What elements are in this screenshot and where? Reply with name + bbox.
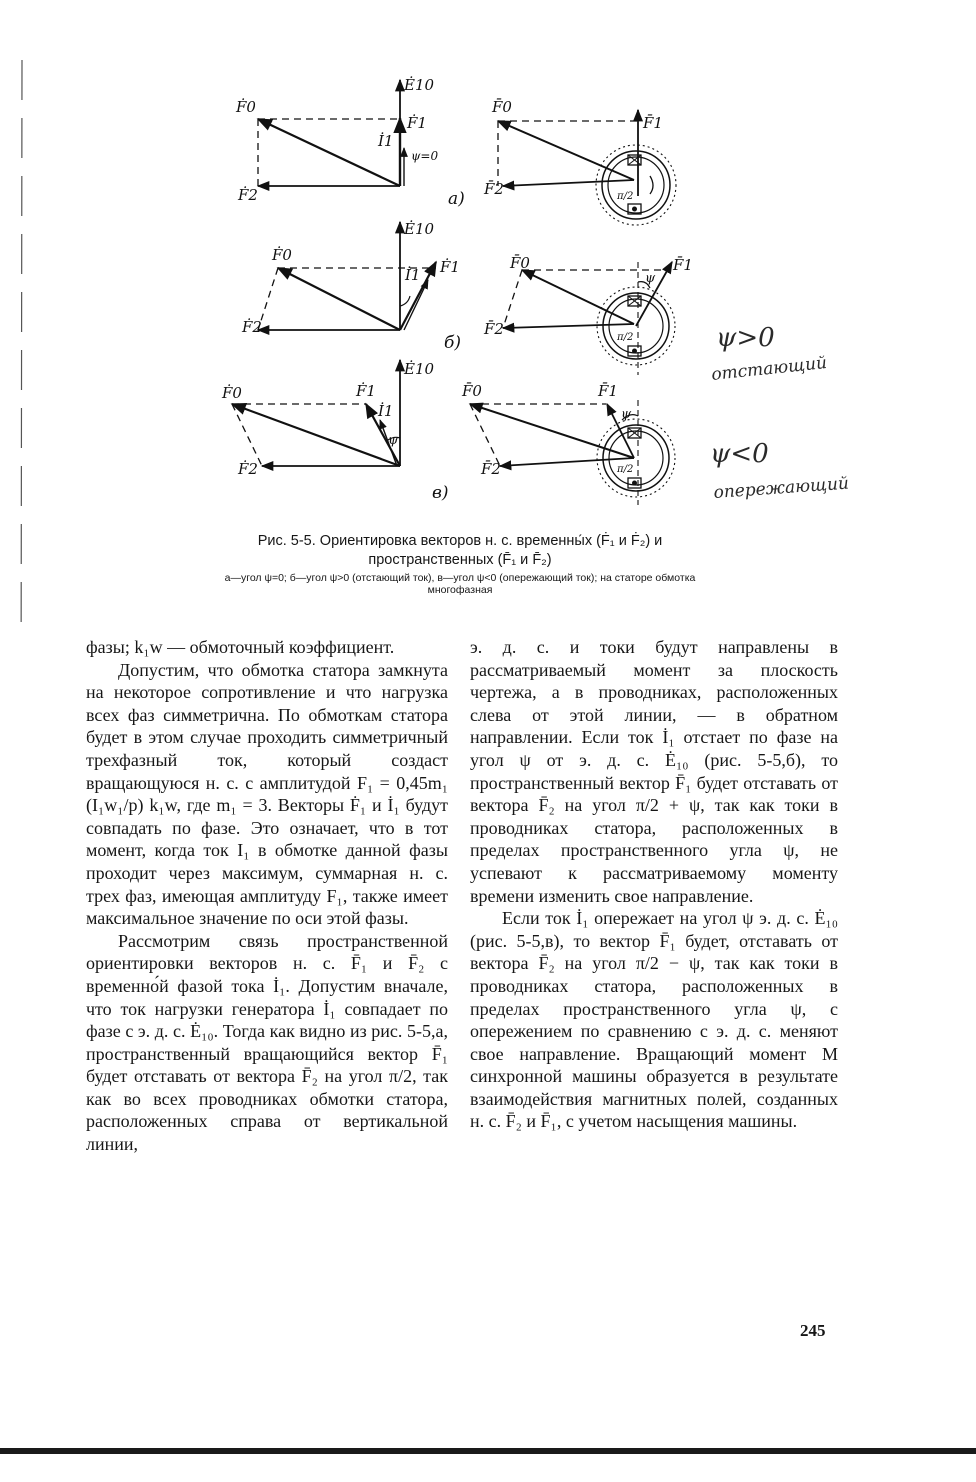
label-f1bar-b: F̄1	[673, 256, 693, 274]
paragraph: Рассмотрим связь пространственной ориентировки векторов н. с. F̄₁ и F̄₂ с временно́й фазой тока İ₁. Допустим вначале, что ток нагрузки генератора İ₁ совпадает по фазе с э. д. с. Ė₁₀. Тогда как видно из рис. 5-5,а, пространственный вращающийся вектор F̄₁ будет отставать от вектора F̄₂ на угол π/2, так как во всех проводниках обмотки статора, расположенных справа от вертикальной линии,	[86, 930, 448, 1155]
label-f1-b: Ḟ1	[440, 258, 460, 276]
label-pi2-c: π/2	[617, 464, 634, 475]
label-f1bar-a: F̄1	[643, 114, 663, 132]
label-f0bar-b: F̄0	[510, 254, 530, 272]
part-label-c: в)	[432, 483, 449, 503]
label-f0-c: Ḟ0	[222, 384, 242, 402]
handwritten-psi-positive: ψ>0	[716, 323, 775, 353]
label-f2-c: Ḟ2	[238, 460, 258, 478]
figure-caption	[210, 532, 710, 596]
handwritten-lagging: отстающий	[710, 352, 828, 385]
label-psi0-a: ψ=0	[411, 149, 439, 163]
label-pi2-a: π/2	[617, 191, 634, 202]
label-f2bar-c: F̄2	[481, 460, 501, 478]
label-i1-a: İ1	[378, 132, 394, 150]
paragraph: э. д. с. и токи будут направлены в рассматриваемый момент за плоскость чертежа, а в проводниках, расположенных слева от этой линии, — в обратном направлении. Если ток İ₁ отстает по фазе на угол ψ от э. д. с. Ė₁₀ (рис. 5-5,б), то пространственный вектор F̄₁ будет отставать от вектора F̄₂ на угол π/2 + ψ, так как токи в проводниках статора, расположенных в пределах пространственного угла ψ, не успевают к рассматриваемому моменту времени изменить свое направление.	[470, 637, 838, 906]
text-column-right	[470, 636, 838, 1133]
label-f0-b: Ḟ0	[272, 246, 292, 264]
label-psi-b: ψ	[645, 271, 656, 286]
label-f1-c: Ḟ1	[356, 382, 376, 400]
label-e10-b: Ė10	[404, 220, 435, 238]
label-i1-c: İ1	[378, 402, 394, 420]
page-number: 245	[800, 1321, 826, 1340]
diagram-c-space	[470, 400, 675, 505]
label-e10-c: Ė10	[404, 360, 435, 378]
handwritten-psi-negative: ψ<0	[710, 439, 769, 469]
label-f0bar-a: F̄0	[492, 98, 512, 116]
label-f0-a: Ḟ0	[236, 98, 256, 116]
label-f2-b: Ḟ2	[242, 318, 262, 336]
label-f1bar-c: F̄1	[598, 382, 618, 400]
caption-title: Рис. 5-5. Ориентировка векторов н. с. временны́х (Ḟ₁ и Ḟ₂) и пространственных (F̄₁ и F̄₂)	[257, 533, 663, 568]
text-column-left	[86, 636, 448, 1156]
diagram-c-time	[232, 360, 400, 466]
label-i1-b: İ1	[405, 266, 421, 284]
label-f2-a: Ḟ2	[238, 186, 258, 204]
label-pi2-b: π/2	[617, 332, 634, 343]
paragraph: фазы; k₁w — обмоточный коэффициент.	[86, 637, 395, 657]
paragraph: Если ток İ₁ опережает на угол ψ э. д. с. Ė₁₀ (рис. 5-5,в), то вектор F̄₁ будет, отставать от вектора F̄₂ на угол π/2 − ψ, так как токи в проводниках статора, расположенных в пределах пространственного угла ψ, с опережением по сравнению с э. д. с. меняют свое направление. Вращающий момент M синхронной машины образуется в результате взаимодействия магнитных полей, созданных н. с. F̄₂ и F̄₁, с учетом насыщения машины.	[470, 908, 838, 1132]
label-f1-a: Ḟ1	[407, 114, 427, 132]
label-f2bar-b: F̄2	[484, 320, 504, 338]
label-psi-c: ψ	[388, 433, 399, 448]
label-e10-a: Ė10	[404, 76, 435, 94]
part-label-a: a)	[448, 189, 465, 209]
caption-note: а—угол ψ=0; б—угол ψ>0 (отстающий ток), в—угол ψ<0 (опережающий ток); на статоре обмотка многофазная	[224, 572, 696, 596]
scan-margin-line	[20, 60, 22, 640]
label-psi-c2: ψ	[621, 407, 632, 422]
label-f2bar-a: F̄2	[484, 180, 504, 198]
handwritten-notes	[710, 323, 850, 503]
label-f0bar-c: F̄0	[462, 382, 482, 400]
scan-bottom-edge	[0, 1448, 976, 1454]
part-label-b: б)	[444, 333, 462, 353]
paragraph: Допустим, что обмотка статора замкнута на некоторое сопротивление и что нагрузка всех фаз симметрична. По обмоткам статора будет в этом случае проходить симметричный трехфазный ток, который создаст вращающуюся н. с. с амплитудой F₁ = 0,45m₁ (I₁w₁/p) k₁w, где m₁ = 3. Векторы Ḟ₁ и İ₁ будут совпадать по фазе. Это означает, что в тот момент, когда ток I₁ в обмотке данной фазы проходит через максимум, суммарная н. с. трех фаз, имеющая амплитуду F₁, также имеет максимальное значение по оси этой фазы.	[86, 659, 448, 929]
handwritten-leading: опережающий	[712, 473, 850, 503]
